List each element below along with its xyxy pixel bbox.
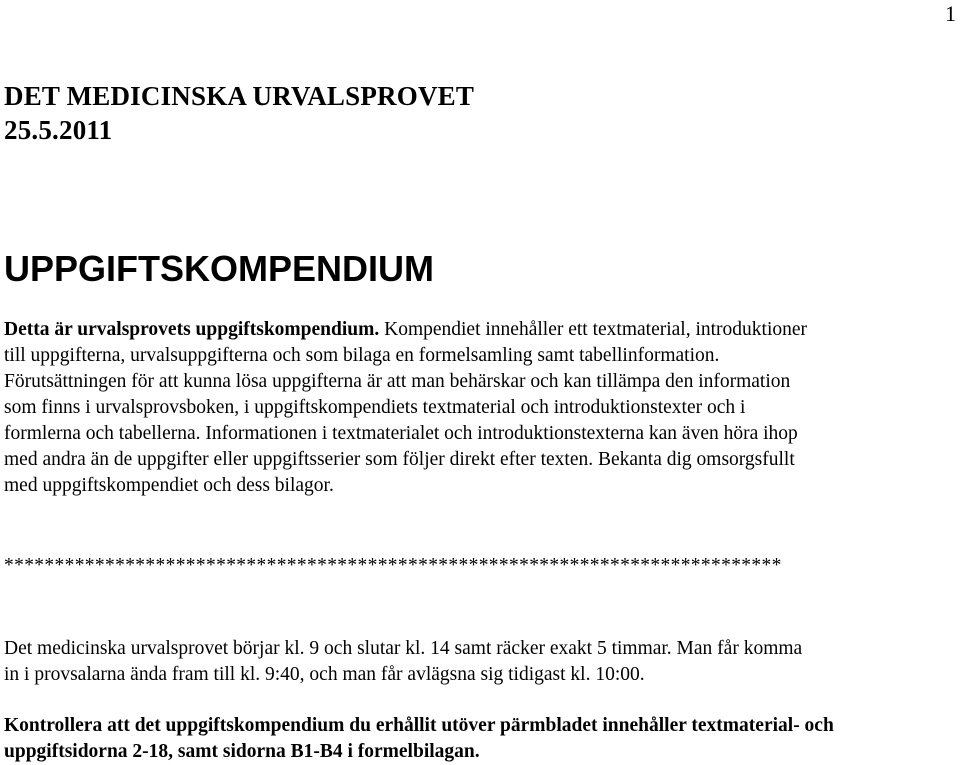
- intro-lead-rest: Kompendiet innehåller ett textmaterial, introduktioner: [379, 319, 808, 340]
- intro-paragraph: [4, 317, 960, 499]
- time-info-line: in i provsalarna ända fram till kl. 9:40, och man får avlägsna sig tidigast kl. 10:00.: [4, 664, 645, 685]
- intro-line: som finns i urvalsprovsboken, i uppgiftskompendiets textmaterial och introduktionstexter och i: [4, 397, 746, 418]
- time-info-line: Det medicinska urvalsprovet börjar kl. 9 och slutar kl. 14 samt räcker exakt 5 timmar. Man får komma: [4, 638, 803, 659]
- intro-line: Förutsättningen för att kunna lösa uppgifterna är att man behärskar och kan tillämpa den information: [4, 371, 791, 392]
- exam-time-info: [4, 636, 802, 688]
- document-title: UPPGIFTSKOMPENDIUM: [4, 248, 435, 289]
- exam-name: DET MEDICINSKA URVALSPROVET: [4, 81, 475, 111]
- check-note-line: Kontrollera att det uppgiftskompendium du erhållit utöver pärmbladet innehåller textmaterial- och: [4, 715, 834, 736]
- intro-line: formlerna och tabellerna. Informationen i textmaterialet och introduktionstexterna kan även höra ihop: [4, 423, 798, 444]
- intro-line: med uppgiftskompendiet och dess bilagor.: [4, 475, 334, 496]
- intro-lead-bold: Detta är urvalsprovets uppgiftskompendium.: [4, 319, 380, 340]
- intro-line: med andra än de uppgifter eller uppgiftsserier som följer direkt efter texten. Bekanta dig omsorgsfullt: [4, 449, 795, 470]
- check-note-line: uppgiftsidorna 2-18, samt sidorna B1-B4 i formelbilagan.: [4, 741, 480, 762]
- check-instructions: [4, 713, 834, 765]
- intro-line-1: [4, 317, 960, 343]
- intro-line: till uppgifterna, urvalsuppgifterna och som bilaga en formelsamling samt tabellinformation.: [4, 345, 720, 366]
- asterisk-separator: *****************************************************************************: [4, 555, 782, 576]
- exam-date: 25.5.2011: [4, 115, 113, 145]
- page-number: 1: [945, 1, 956, 26]
- exam-heading: [4, 79, 474, 147]
